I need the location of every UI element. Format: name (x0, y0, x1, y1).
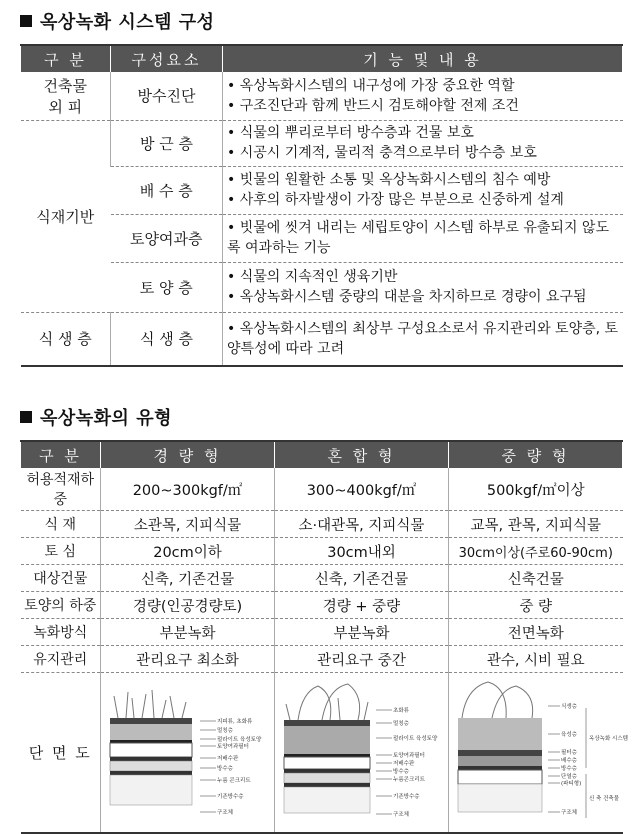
cell-mixed: 관리요구 중간 (275, 646, 449, 673)
cell-heavy: 관수, 시비 필요 (449, 646, 623, 673)
svg-text:토양여과필터: 토양여과필터 (392, 752, 425, 759)
component-cell: 방수진단 (111, 72, 223, 120)
component-cell: 배 수 층 (111, 166, 223, 214)
square-bullet-icon (20, 15, 32, 27)
row-label: 대상건물 (21, 565, 101, 592)
svg-text:방수층: 방수층 (216, 765, 233, 772)
table-row (21, 511, 623, 538)
svg-text:(파티형): (파티형) (560, 780, 581, 787)
component-cell: 식 생 층 (111, 312, 223, 366)
content-cell: • 식물의 뿌리로부터 방수층과 건물 보호 • 시공시 기계적, 물리적 충격으로부터 방수층 보호 (223, 120, 623, 166)
cross-section-row (21, 673, 623, 834)
system-composition-table (20, 44, 623, 367)
cell-heavy: 중 량 (449, 592, 623, 619)
header-mixed: 혼 합 형 (275, 441, 449, 468)
header-function: 기 능 및 내 용 (223, 45, 623, 72)
svg-text:신 축 건축물: 신 축 건축물 (588, 795, 619, 802)
light-cross-section-diagram (104, 678, 272, 828)
table-row (21, 592, 623, 619)
table-row (21, 120, 623, 166)
heavy-cross-section-diagram (452, 678, 628, 828)
section2-title: 옥상녹화의 유형 (20, 404, 172, 430)
category-cell: 건축물 외 피 (21, 72, 111, 120)
header-category: 구 분 (21, 441, 101, 468)
cell-light: 200~300kgf/㎡ (101, 468, 275, 511)
row-label: 녹화방식 (21, 619, 101, 646)
cell-light: 관리요구 최소화 (101, 646, 275, 673)
cell-mixed: 부분녹화 (275, 619, 449, 646)
cell-light: 부분녹화 (101, 619, 275, 646)
row-label: 식 재 (21, 511, 101, 538)
svg-text:누름 콘크리트: 누름 콘크리트 (216, 777, 251, 784)
header-component: 구성요소 (111, 45, 223, 72)
cell-heavy: 교목, 관목, 지피식물 (449, 511, 623, 538)
svg-text:누름콘크리트: 누름콘크리트 (392, 776, 425, 783)
cell-light: 경량(인공경량토) (101, 592, 275, 619)
table-row (21, 646, 623, 673)
table-row (21, 262, 623, 312)
svg-text:단열층: 단열층 (560, 773, 577, 780)
cell-mixed: 신축, 기존건물 (275, 565, 449, 592)
svg-text:토양여과필터: 토양여과필터 (216, 743, 249, 750)
square-bullet-icon (20, 411, 32, 423)
svg-text:저배수판: 저배수판 (392, 760, 414, 767)
content-cell: • 빗물에 씻겨 내리는 세립토양이 시스템 하부로 유출되지 않도록 여과하는 기능 (223, 214, 623, 262)
category-cell: 식재기반 (21, 120, 111, 312)
table-row (21, 166, 623, 214)
cell-light: 신축, 기존건물 (101, 565, 275, 592)
content-cell: • 옥상녹화시스템의 내구성에 가장 중요한 역할 • 구조진단과 함께 반드시 검토해야할 전제 조건 (223, 72, 623, 120)
svg-text:구조체: 구조체 (216, 809, 233, 816)
cell-heavy: 500kgf/㎡이상 (449, 468, 623, 511)
cell-heavy: 신축건물 (449, 565, 623, 592)
cross-section-mixed (275, 673, 449, 834)
category-cell: 식 생 층 (21, 312, 111, 366)
section1-title: 옥상녹화 시스템 구성 (20, 8, 215, 34)
component-cell: 토양여과층 (111, 214, 223, 262)
svg-text:구조체: 구조체 (560, 809, 577, 816)
mixed-cross-section-diagram (278, 678, 446, 828)
svg-text:배수층: 배수층 (560, 757, 577, 764)
svg-text:초화류: 초화류 (392, 707, 409, 714)
cell-mixed: 경량 + 중량 (275, 592, 449, 619)
green-roof-types-table (20, 440, 628, 834)
component-cell: 토 양 층 (111, 262, 223, 312)
content-cell: • 빗물의 원활한 소통 및 옥상녹화시스템의 침수 예방 • 사후의 하자발생이 가장 많은 부분으로 신중하게 설계 (223, 166, 623, 214)
svg-text:펄라이트 육성토양: 펄라이트 육성토양 (392, 735, 437, 742)
table-row (21, 565, 623, 592)
row-label: 허용적재하중 (21, 468, 101, 511)
row-label: 토 심 (21, 538, 101, 565)
svg-text:저배수판: 저배수판 (216, 755, 238, 762)
table-row (21, 468, 623, 511)
cross-section-heavy (449, 673, 628, 834)
cell-mixed: 300~400kgf/㎡ (275, 468, 449, 511)
svg-text:멀칭층: 멀칭층 (216, 727, 233, 734)
cell-mixed: 소·대관목, 지피식물 (275, 511, 449, 538)
table-row (21, 312, 623, 366)
svg-text:육성층: 육성층 (560, 731, 577, 738)
svg-text:식생층: 식생층 (560, 703, 577, 710)
header-heavy: 중 량 형 (449, 441, 623, 468)
table-row (21, 72, 623, 120)
svg-text:방수층: 방수층 (392, 768, 409, 775)
cell-heavy: 30cm이상(주로60-90cm) (449, 538, 623, 565)
cell-light: 소관목, 지피식물 (101, 511, 275, 538)
svg-text:기존방수층: 기존방수층 (392, 793, 420, 800)
cell-light: 20cm이하 (101, 538, 275, 565)
svg-text:필터층: 필터층 (560, 749, 577, 756)
cell-mixed: 30cm내외 (275, 538, 449, 565)
row-label: 단 면 도 (21, 673, 101, 834)
table-header-row (21, 441, 623, 468)
content-cell: • 식물의 지속적인 생육기반 • 옥상녹화시스템 중량의 대분을 차지하므로 경량이 요구됨 (223, 262, 623, 312)
svg-text:펄라이트 육성토양: 펄라이트 육성토양 (216, 736, 261, 743)
table-header-row (21, 45, 623, 72)
cross-section-light (101, 673, 275, 834)
svg-text:구조체: 구조체 (392, 811, 409, 818)
table-row (21, 538, 623, 565)
content-cell: • 옥상녹화시스템의 최상부 구성요소로서 유지관리와 토양층, 토양특성에 따라 고려 (223, 312, 623, 366)
header-category: 구 분 (21, 45, 111, 72)
row-label: 토양의 하중 (21, 592, 101, 619)
svg-text:방수층: 방수층 (560, 765, 577, 772)
svg-text:기존방수층: 기존방수층 (216, 793, 244, 800)
row-label: 유지관리 (21, 646, 101, 673)
svg-text:지피류, 초화류: 지피류, 초화류 (216, 718, 252, 725)
table-row (21, 214, 623, 262)
svg-text:옥상녹화 시스템: 옥상녹화 시스템 (588, 735, 628, 742)
table-row (21, 619, 623, 646)
cell-heavy: 전면녹화 (449, 619, 623, 646)
header-light: 경 량 형 (101, 441, 275, 468)
component-cell: 방 근 층 (111, 120, 223, 166)
svg-text:멀칭층: 멀칭층 (392, 720, 409, 727)
